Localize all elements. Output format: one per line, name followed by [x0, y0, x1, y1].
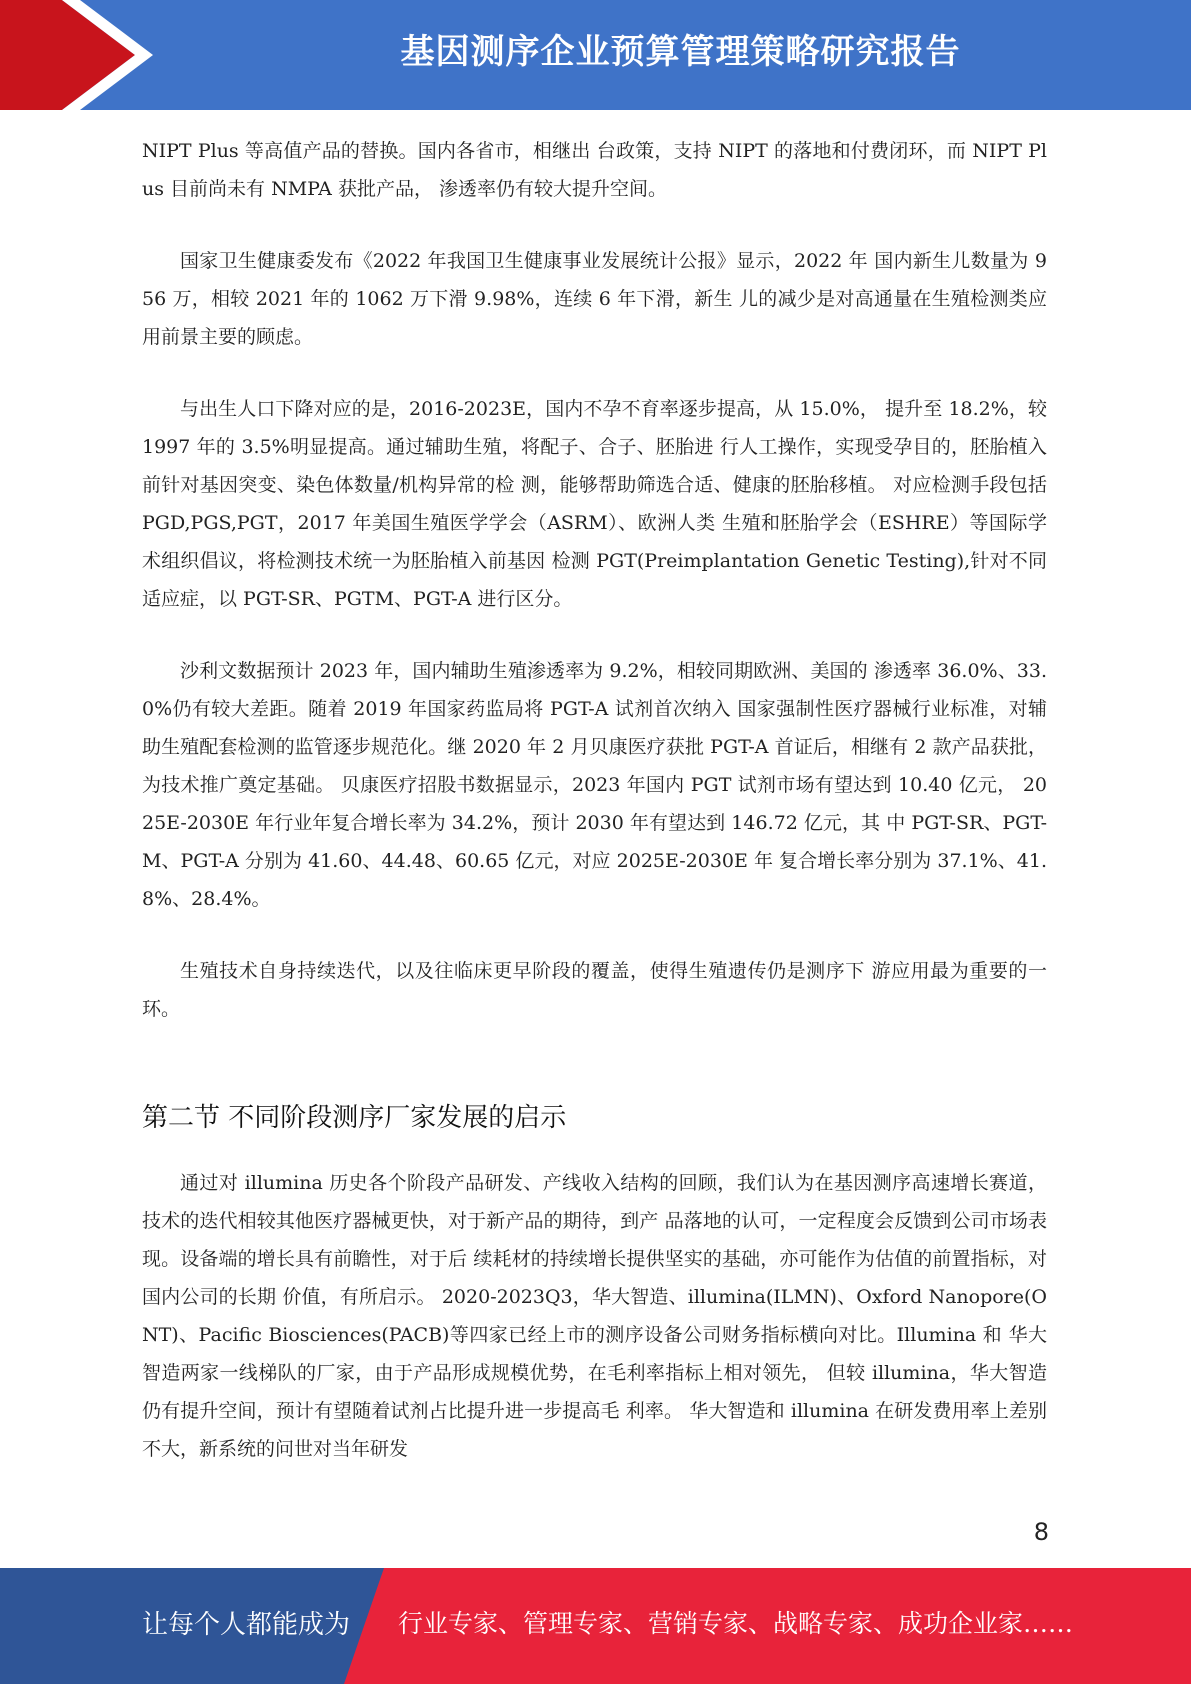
report-footer: [0, 1568, 1191, 1684]
document-body: [142, 132, 1047, 1502]
paragraph-4: 沙利文数据预计 2023 年，国内辅助生殖渗透率为 9.2%，相较同期欧洲、美国的 渗透率 36.0%、33.0%仍有较大差距。随着 2019 年国家药监局将 PGT-A 试剂首次纳入 国家强制性医疗器械行业标准，对辅助生殖配套检测的监管逐步规范化。继 2020 年 2 月贝康医疗获批 PGT-A 首证后，相继有 2 款产品获批，为技术推广奠定基础。 贝康医疗招股书数据显示，2023 年国内 PGT 试剂市场有望达到 10.40 亿元， 2025E-2030E 年行业年复合增长率为 34.2%，预计 2030 年有望达到 146.72 亿元，其 中 PGT-SR、PGT-M、PGT-A 分别为 41.60、44.48、60.65 亿元，对应 2025E-2030E 年 复合增长率分别为 37.1%、41.8%、28.4%。: [142, 660, 1047, 910]
paragraph-2: 国家卫生健康委发布《2022 年我国卫生健康事业发展统计公报》显示，2022 年 国内新生儿数量为 956 万，相较 2021 年的 1062 万下滑 9.98%，连续 6 年下滑，新生 儿的减少是对高通量在生殖检测类应用前景主要的顾虑。: [142, 250, 1047, 348]
footer-slogan-right: 行业专家、管理专家、营销专家、战略专家、成功企业家……: [398, 1609, 1074, 1638]
section-paragraph: 通过对 illumina 历史各个阶段产品研发、产线收入结构的回顾，我们认为在基因测序高速增长赛道，技术的迭代相较其他医疗器械更快，对于新产品的期待，到产 品落地的认可，一定程度会反馈到公司市场表现。设备端的增长具有前瞻性，对于后 续耗材的持续增长提供坚实的基础，亦可能作为估值的前置指标，对国内公司的长期 价值，有所启示。 2020-2023Q3，华大智造、illumina(ILMN)、Oxford Nanopore(ONT)、Pacific Biosciences(PACB)等四家已经上市的测序设备公司财务指标横向对比。Illumina 和 华大智造两家一线梯队的厂家，由于产品形成规模优势，在毛利率指标上相对领先， 但较 illumina，华大智造仍有提升空间，预计有望随着试剂占比提升进一步提高毛 利率。 华大智造和 illumina 在研发费用率上差别不大，新系统的问世对当年研发: [142, 1172, 1047, 1460]
paragraph-3: 与出生人口下降对应的是，2016-2023E，国内不孕不育率逐步提高，从 15.0%， 提升至 18.2%，较 1997 年的 3.5%明显提高。通过辅助生殖，将配子、合子、胚胎进 行人工操作，实现受孕目的，胚胎植入前针对基因突变、染色体数量/机构异常的检 测，能够帮助筛选合适、健康的胚胎移植。 对应检测手段包括 PGD,PGS,PGT，2017 年美国生殖医学学会（ASRM）、欧洲人类 生殖和胚胎学会（ESHRE）等国际学术组织倡议，将检测技术统一为胚胎植入前基因 检测 PGT(Preimplantation Genetic Testing),针对不同适应症，以 PGT-SR、PGTM、PGT-A 进行区分。: [142, 398, 1047, 610]
section-heading: 第二节 不同阶段测序厂家发展的启示: [142, 1103, 567, 1133]
page-number: 8: [1033, 1518, 1049, 1546]
paragraph-5: 生殖技术自身持续迭代，以及往临床更早阶段的覆盖，使得生殖遗传仍是测序下 游应用最为重要的一环。: [142, 960, 1047, 1020]
footer-slogan-left: 让每个人都能成为: [142, 1610, 351, 1640]
report-header: [0, 0, 1191, 110]
paragraph-1: NIPT Plus 等高值产品的替换。国内各省市，相继出 台政策，支持 NIPT 的落地和付费闭环，而 NIPT Plus 目前尚未有 NMPA 获批产品， 渗透率仍有较大提升空间。: [142, 140, 1047, 200]
header-chevron-decoration: [0, 0, 160, 110]
report-title: 基因测序企业预算管理策略研究报告: [400, 32, 961, 72]
